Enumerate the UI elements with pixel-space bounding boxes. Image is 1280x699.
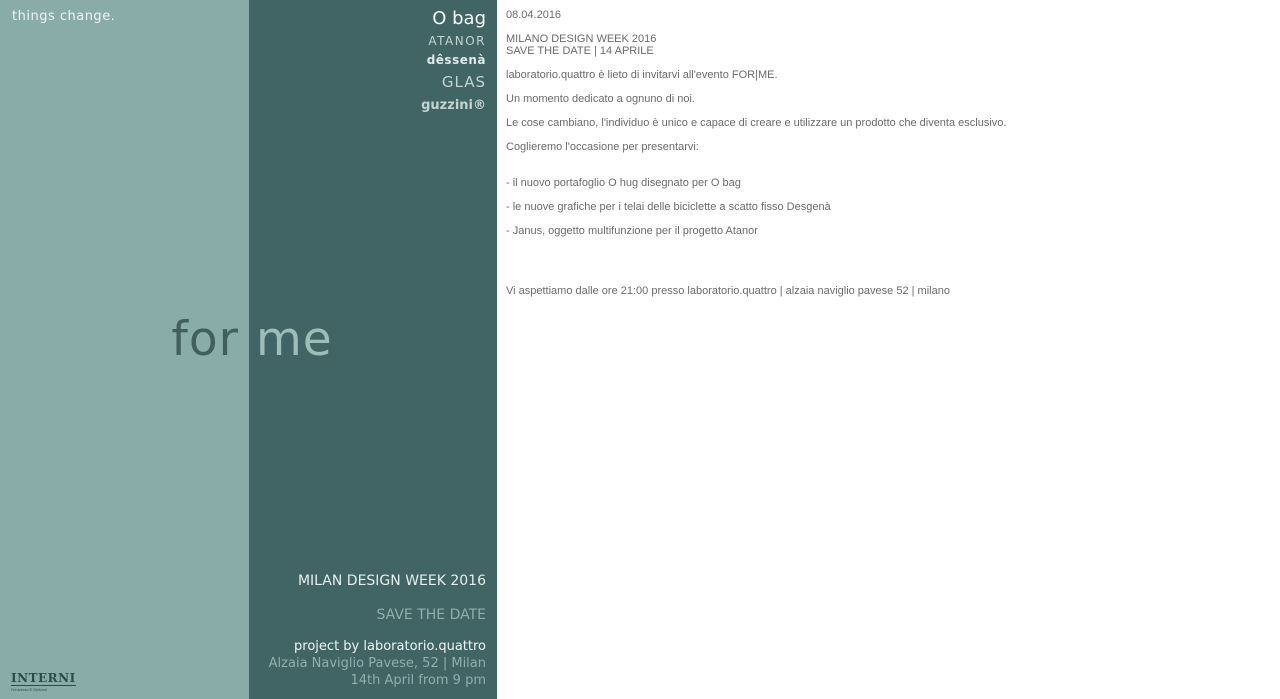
brand-guzzini-logo: guzzini® [421, 98, 486, 113]
email-paragraph: Coglieremo l'occasione per presentarvi: [506, 141, 699, 153]
email-heading-1: MILANO DESIGN WEEK 2016 [506, 33, 657, 45]
invitation-poster-image [0, 0, 497, 699]
poster-project-line: project by laboratorio.quattro [294, 639, 486, 654]
poster-time-line: 14th April from 9 pm [350, 673, 486, 688]
poster-save-the-date: SAVE THE DATE [376, 607, 486, 623]
email-closing: Vi aspettiamo dalle ore 21:00 presso laboratorio.quattro | alzaia naviglio pavese 52 | milano [506, 285, 950, 297]
email-paragraph: Le cose cambiano, l'individuo è unico e capace di creare e utilizzare un prodotto che diventa esclusivo. [506, 117, 1007, 129]
email-paragraph: laboratorio.quattro è lieto di invitarvi all'evento FOR|ME. [506, 69, 778, 81]
brand-dessena-logo: dêssenà [426, 53, 486, 67]
brand-glas-logo: GLAS [441, 73, 486, 91]
poster-title-me: me [256, 312, 333, 367]
email-paragraph: Un momento dedicato a ognuno di noi. [506, 93, 695, 105]
poster-address-line: Alzaia Naviglio Pavese, 52 | Milan [268, 656, 486, 671]
email-list-item: - le nuove grafiche per i telai delle biciclette a scatto fisso Desgenà [506, 201, 831, 213]
email-date: 08.04.2016 [506, 9, 562, 21]
poster-event-line: MILAN DESIGN WEEK 2016 [297, 573, 486, 589]
brand-obag-logo: O bag [432, 8, 486, 29]
poster-tagline: things change. [12, 9, 116, 24]
interni-logo-subtitle: l'Universo E Dintorni [11, 687, 48, 692]
interni-logo-text: INTERNI [11, 671, 76, 685]
interni-logo [11, 669, 76, 693]
email-list-item: - Janus, oggetto multifunzione per il progetto Atanor [506, 225, 758, 237]
poster-title-for: for [171, 312, 239, 367]
email-list-item: - il nuovo portafoglio O hug disegnato per O bag [506, 177, 741, 189]
email-heading-2: SAVE THE DATE | 14 APRILE [506, 45, 654, 57]
brand-atanor-logo: ATANOR [428, 34, 486, 48]
